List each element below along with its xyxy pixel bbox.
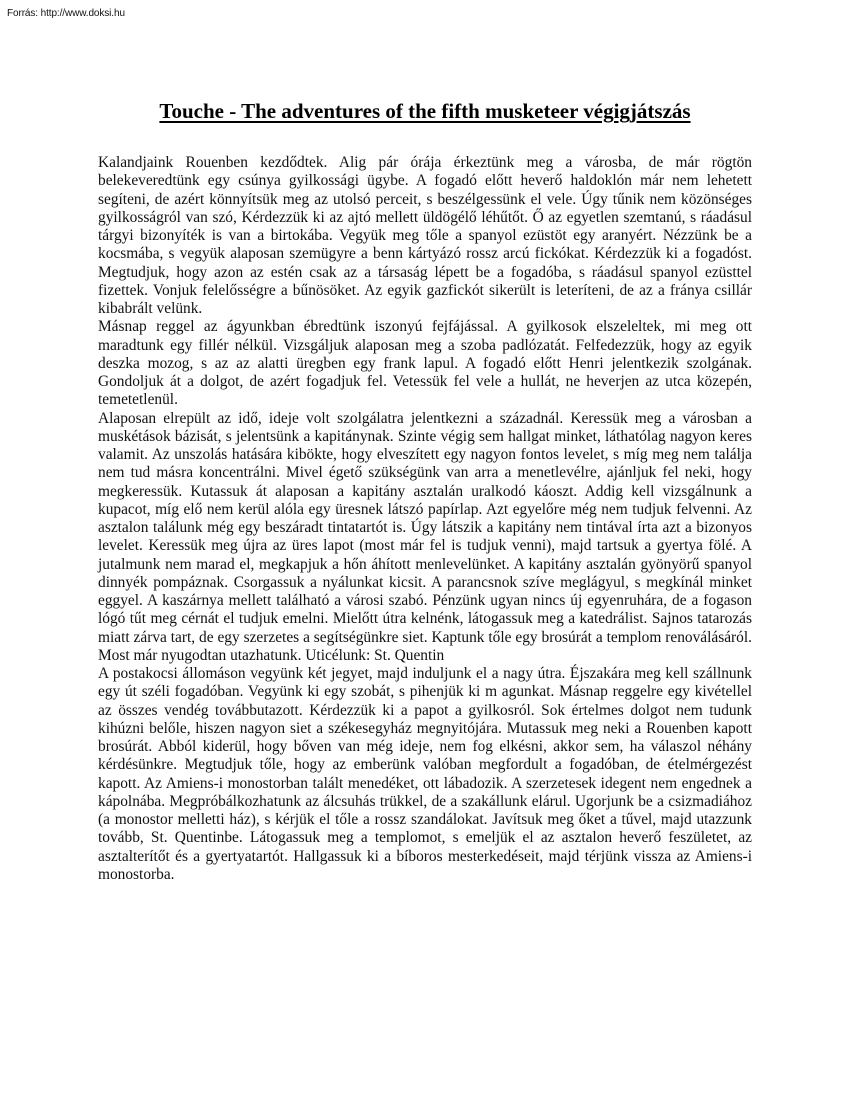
paragraph-musketeers: Alaposan elrepült az idő, ideje volt szolgálatra jelentkezni a századnál. Keressük meg a városban a muskétások bázisát, s jelentsünk a kapitánynak. Szinte végig sem hallgat minket, láthatólag nagyon keres valamit. Az unszolás hatására kibökte, hogy elveszített egy nagyon fontos levelet, s míg meg nem találja nem tud másra koncentrálni. Mivel égető szükségünk van arra a menetlevélre, ajánljuk fel neki, hogy megkeressük. Kutassuk át alaposan a kapitány asztalán uralkodó káoszt. Addig kell vizsgálnunk a kupacot, míg elő nem kerül alóla egy üresnek látszó papírlap. Azt egyelőre még nem tudjuk felvenni. Az asztalon találunk még egy beszáradt tintatartót is. Úgy látszik a kapitány nem tintával írta azt a bizonyos levelet. Keressük meg újra az üres lapot (most már fel is tudjuk venni), majd tartsuk a gyertya fölé. A jutalmunk nem marad el, megkapjuk a hőn áhított menlevelünket. A kapitány asztalán gyönyörű spanyol dinnyék pompáznak. Csorgassuk a nyálunkat kicsit. A parancsnok szíve meglágyul, s megkínál minket eggyel. A kaszárnya mellett található a városi szabó. Pénzünk ugyan nincs új egyenruhára, de a fogason lógó tűt meg cérnát el tudjuk emelni. Mielőtt útra kelnénk, látogassuk meg a katedrálist. Sajnos tatarozás miatt zárva tart, de egy szerzetes a segítségünkre siet. Kaptunk tőle egy brosúrát a templom renoválásáról. Most már nyugodtan utazhatunk. Uticélunk: St. Quentin — [98, 409, 752, 664]
paragraph-next-morning: Másnap reggel az ágyunkban ébredtünk iszonyú fejfájással. A gyilkosok elszeleltek, mi meg ott maradtunk egy fillér nélkül. Vizsgáljuk alaposan meg a szoba padlózatát. Felfedezzük, hogy az egyik deszka mozog, s az az alatti üregben egy frank lapul. A fogadó előtt Henri jelentkezik szolgának. Gondoljuk át a dolgot, de azért fogadjuk fel. Vetessük fel vele a hullát, ne heverjen az utca közepén, temetetlenül. — [98, 318, 752, 409]
source-url-header: Forrás: http://www.doksi.hu — [7, 8, 125, 19]
paragraph-rouen: Kalandjaink Rouenben kezdődtek. Alig pár órája érkeztünk meg a városba, de már rögtön belekeveredtünk egy csúnya gyilkossági ügybe. A fogadó előtt heverő haldoklón már nem lehetett segíteni, de azért könnyítsük meg az utolsó perceit, s beszélgessünk el vele. Úgy tűnik nem közönséges gyilkosságról van szó, Kérdezzük ki az ajtó mellett üldögélő léhűtőt. Ő az egyetlen szemtanú, s ráadásul tárgyi bizonyíték is van a birtokába. Vegyük meg tőle a spanyol ezüstöt egy aranyért. Nézzünk be a kocsmába, s vegyük alaposan szemügyre a benn kártyázó rossz arcú fickókat. Kérdezzük ki a fogadóst. Megtudjuk, hogy azon az estén csak az a társaság lépett be a fogadóba, s ráadásul spanyol ezüsttel fizettek. Vonjuk felelősségre a bűnösöket. Az egyik gazfickót sikerült is leteríteni, de az a fránya csillár kibabrált velünk. — [98, 154, 752, 317]
paragraph-journey: A postakocsi állomáson vegyünk két jegyet, majd induljunk el a nagy útra. Éjszakára meg kell szállnunk egy út széli fogadóban. Vegyünk ki egy szobát, s pihenjük ki m agunkat. Másnap reggelre egy kivétellel az összes vendég továbbutazott. Kérdezzük ki a papot a gyilkosról. Sok értelmes dolgot nem tudunk kihúzni belőle, hiszen nagyon siet a székesegyház megnyitójára. Mutassuk meg neki a Rouenben kapott brosúrát. Abból kiderül, hogy bőven van még ideje, nem fog elkésni, akkor sem, ha válaszol néhány kérdésünkre. Megtudjuk tőle, hogy az emberünk valóban megfordult a fogadóban, de ételmérgezést kapott. Az Amiens-i monostorban talált menedéket, ott lábadozik. A szerzetesek idegent nem engednek a kápolnába. Megpróbálkozhatunk az álcsuhás trükkel, de a szakállunk elárul. Ugorjunk be a csizmadiához (a monostor melletti ház), s kérjük el tőle a rossz szandálokat. Javítsuk meg őket a tűvel, majd utazzunk tovább, St. Quentinbe. Látogassuk meg a templomot, s emeljük el az asztalon heverő feszületet, az asztalterítőt és a gyertyatartót. Hallgassuk ki a bíboros mesterkedéseit, majd térjünk vissza az Amiens-i monostorba. — [98, 665, 752, 883]
document-title: Touche - The adventures of the fifth musketeer végigjátszás — [159, 99, 691, 123]
document-body — [98, 154, 752, 884]
